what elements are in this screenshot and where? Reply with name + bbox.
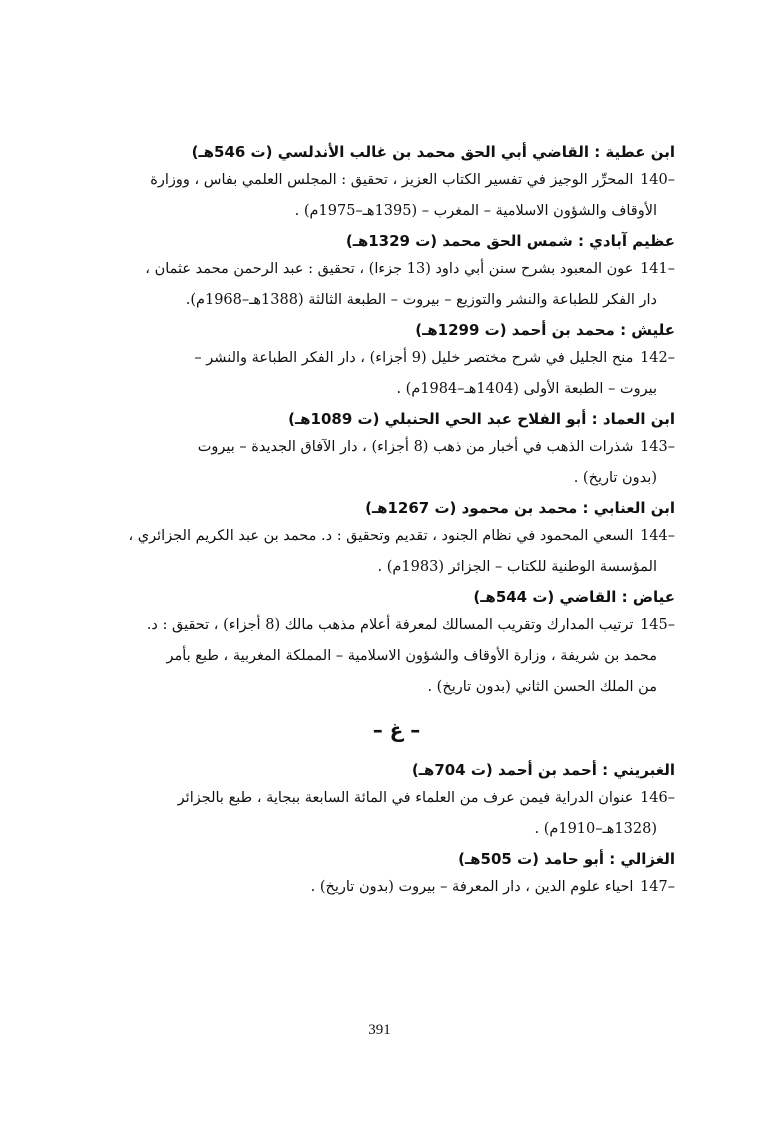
author-heading: ابن العنابي : محمد بن محمود (ت 1267هـ)	[365, 499, 675, 517]
entry-line: دار الفكر للطباعة والنشر والتوزيع – بيروت – الطبعة الثالثة (1388هـ–1968م).	[185, 292, 657, 308]
author-heading: عليش : محمد بن أحمد (ت 1299هـ)	[415, 321, 675, 339]
entry-line: ترتيب المدارك وتقريب المسالك لمعرفة أعلام مذهب مالك (8 أجزاء) ، تحقيق : د.	[146, 617, 634, 633]
entry-line: (1328هـ–1910م) .	[534, 821, 657, 837]
entry-line: منح الجليل في شرح مختصر خليل (9 أجزاء) ، دار الفكر الطباعة والنشر –	[194, 350, 634, 366]
entry-number: 143–	[640, 439, 675, 455]
bibliography-page	[118, 138, 675, 903]
bibliography-entry	[118, 521, 675, 583]
entry-line: السعي المحمود في نظام الجنود ، تقديم وتحقيق : د. محمد بن عبد الكريم الجزائري ،	[128, 528, 634, 544]
bibliography-entry	[118, 254, 675, 316]
letter-divider: – غ –	[372, 718, 421, 742]
entry-line: بيروت – الطبعة الأولى (1404هـ–1984م) .	[396, 381, 657, 397]
author-heading: الغبريني : أحمد بن أحمد (ت 704هـ)	[411, 761, 675, 779]
bibliography-entry	[118, 432, 675, 494]
author-heading: عياض : القاضي (ت 544هـ)	[473, 588, 675, 606]
entry-line: المحرِّر الوجيز في تفسير الكتاب العزيز ، تحقيق : المجلس العلمي بفاس ، ووزارة	[150, 172, 634, 188]
entry-line: احياء علوم الدين ، دار المعرفة – بيروت (بدون تاريخ) .	[310, 879, 634, 895]
author-heading: الغزالي : أبو حامد (ت 505هـ)	[458, 850, 675, 868]
entry-number: 140–	[640, 172, 675, 188]
bibliography-entry	[118, 783, 675, 845]
bibliography-entry	[118, 872, 675, 903]
bibliography-entry	[118, 610, 675, 703]
entry-line: محمد بن شريفة ، وزارة الأوقاف والشؤون الاسلامية – المملكة المغربية ، طبع بأمر	[166, 648, 657, 664]
entry-number: 147–	[640, 879, 675, 895]
author-heading: ابن عطية : القاضي أبي الحق محمد بن غالب الأندلسي (ت 546هـ)	[191, 143, 675, 161]
author-heading: عظيم آبادي : شمس الحق محمد (ت 1329هـ)	[345, 232, 675, 250]
entry-number: 141–	[640, 261, 675, 277]
author-heading: ابن العماد : أبو الفلاح عبد الحي الحنبلي (ت 1089هـ)	[288, 410, 675, 428]
entry-number: 146–	[640, 790, 675, 806]
bibliography-entry	[118, 343, 675, 405]
entry-line: من الملك الحسن الثاني (بدون تاريخ) .	[427, 679, 657, 695]
entry-line: عون المعبود بشرح سنن أبي داود (13 جزءا) ، تحقيق : عبد الرحمن محمد عثمان ،	[145, 261, 634, 277]
entry-line: الأوقاف والشؤون الاسلامية – المغرب – (1395هـ–1975م) .	[294, 203, 657, 219]
entry-number: 144–	[640, 528, 675, 544]
entry-number: 145–	[640, 617, 675, 633]
entry-number: 142–	[640, 350, 675, 366]
entry-line: (بدون تاريخ) .	[573, 470, 657, 486]
entry-line: المؤسسة الوطنية للكتاب – الجزائر (1983م) .	[377, 559, 657, 575]
bibliography-entry	[118, 165, 675, 227]
entry-line: شذرات الذهب في أخبار من ذهب (8 أجزاء) ، دار الآفاق الجديدة – بيروت	[197, 439, 634, 455]
entry-line: عنوان الدراية فيمن عرف من العلماء في المائة السابعة ببجاية ، طبع بالجزائر	[177, 790, 634, 806]
page-number: 391	[368, 1022, 391, 1038]
